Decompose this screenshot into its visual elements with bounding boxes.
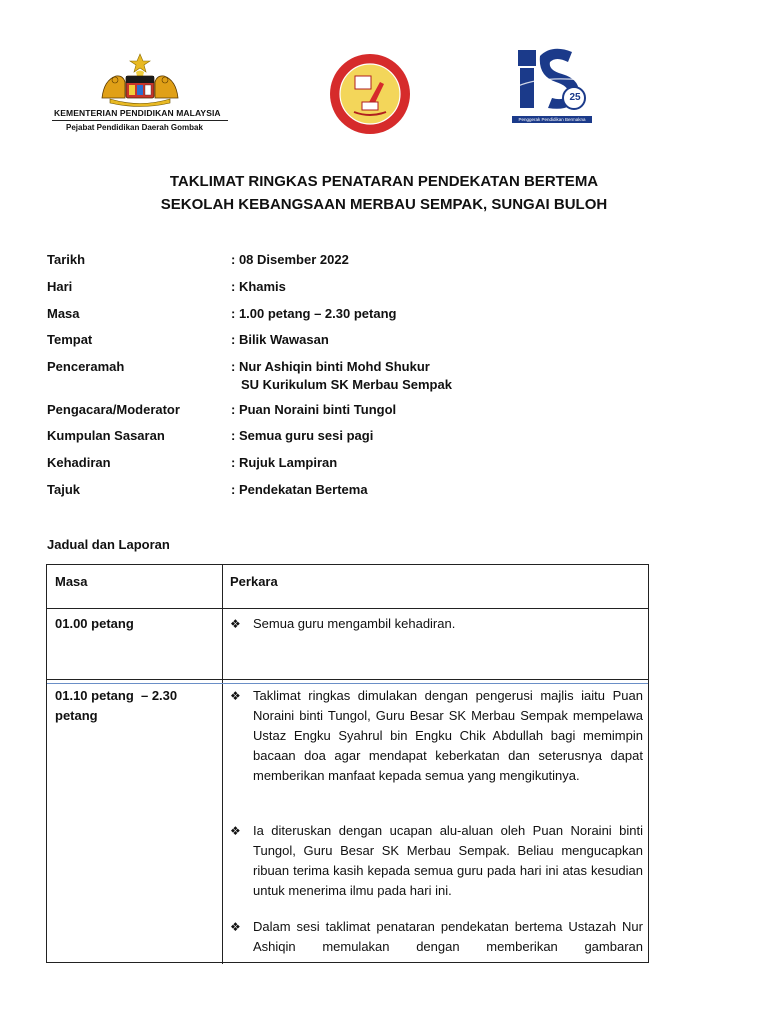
ministry-logo: [52, 52, 228, 142]
table-row-2-time-line-1: 01.10 petang – 2.30: [55, 688, 178, 703]
title-line-2: SEKOLAH KEBANGSAAN MERBAU SEMPAK, SUNGAI BULOH: [160, 196, 608, 213]
table-row-divider: [47, 679, 648, 680]
table-header-masa: Masa: [55, 574, 88, 589]
is25-caption: Penggerak Pendidikan Bermakna: [512, 116, 592, 123]
table-row-1-item-1: Semua guru mengambil kehadiran.: [253, 616, 456, 631]
info-value-tajuk: : Pendekatan Bertema: [231, 482, 368, 497]
bullet-icon: ❖: [230, 920, 241, 934]
schedule-table: [46, 564, 649, 963]
info-label-tajuk: Tajuk: [47, 482, 80, 497]
table-row-2-item-3: Dalam sesi taklimat penataran pendekatan bertema Ustazah Nur Ashiqin memulakan dengan memberikan gambaran: [253, 919, 643, 954]
school-crest-icon: [328, 52, 412, 136]
table-column-divider: [222, 565, 223, 964]
table-row-2-time: [55, 686, 177, 726]
info-value-penceramah-title: SU Kurikulum SK Merbau Sempak: [241, 377, 452, 392]
is25-number: 25: [569, 92, 581, 103]
table-row-2-item-2: Ia diteruskan dengan ucapan alu-aluan oleh Puan Noraini binti Tungol, Guru Besar SK Merbau Sempak. Beliau mengucapkan ribuan terima kasih kepada semua guru pada hari ini atas kesudian untuk menerima ilmu pada hari ini.: [253, 823, 643, 898]
ministry-office: Pejabat Pendidikan Daerah Gombak: [66, 123, 203, 132]
bullet-icon: ❖: [230, 689, 241, 703]
title-line-1: TAKLIMAT RINGKAS PENATARAN PENDEKATAN BERTEMA: [169, 173, 599, 190]
is25-logo: [512, 46, 592, 128]
info-label-tarikh: Tarikh: [47, 252, 86, 267]
school-logo: [328, 52, 412, 136]
info-value-penceramah: : Nur Ashiqin binti Mohd Shukur: [231, 359, 430, 374]
document-title: [0, 170, 768, 216]
bullet-icon: ❖: [230, 617, 241, 631]
table-header-perkara: Perkara: [230, 574, 278, 589]
info-value-hari: : Khamis: [231, 279, 286, 294]
table-header-divider: [47, 608, 648, 609]
coat-of-arms-icon: [96, 52, 184, 108]
info-label-penceramah: Penceramah: [47, 359, 125, 374]
info-value-tempat: : Bilik Wawasan: [231, 332, 329, 347]
ministry-divider: [52, 120, 228, 121]
info-label-pengacara: Pengacara/Moderator: [47, 402, 180, 417]
info-value-tarikh: : 08 Disember 2022: [231, 252, 349, 267]
ministry-name: KEMENTERIAN PENDIDIKAN MALAYSIA: [54, 108, 221, 118]
info-value-kumpulan-sasaran: : Semua guru sesi pagi: [231, 428, 374, 443]
is25-emblem-icon: [512, 46, 592, 116]
table-row-1-time: 01.00 petang: [55, 616, 134, 631]
section-heading: Jadual dan Laporan: [47, 537, 170, 552]
info-value-pengacara: : Puan Noraini binti Tungol: [231, 402, 397, 417]
info-value-masa: : 1.00 petang – 2.30 petang: [231, 306, 397, 321]
table-row-divider-secondary: [47, 683, 648, 684]
info-label-tempat: Tempat: [47, 332, 93, 347]
table-row-2-item-1: Taklimat ringkas dimulakan dengan pengerusi majlis iaitu Puan Noraini binti Tungol, Guru Besar SK Merbau Sempak mempelawa Ustaz Engku Syahrul bin Engku Chik Abdullah bagi memimpin bacaan doa agar mendapat keberkatan dan seterusnya dapat memberikan manfaat kepada semua yang mengikutinya.: [253, 688, 643, 783]
info-label-kumpulan-sasaran: Kumpulan Sasaran: [47, 428, 165, 443]
info-label-masa: Masa: [47, 306, 80, 321]
info-label-kehadiran: Kehadiran: [47, 455, 111, 470]
info-value-kehadiran: : Rujuk Lampiran: [231, 455, 338, 470]
info-label-hari: Hari: [47, 279, 73, 294]
bullet-icon: ❖: [230, 824, 241, 838]
table-row-2-time-line-2: petang: [55, 708, 98, 723]
